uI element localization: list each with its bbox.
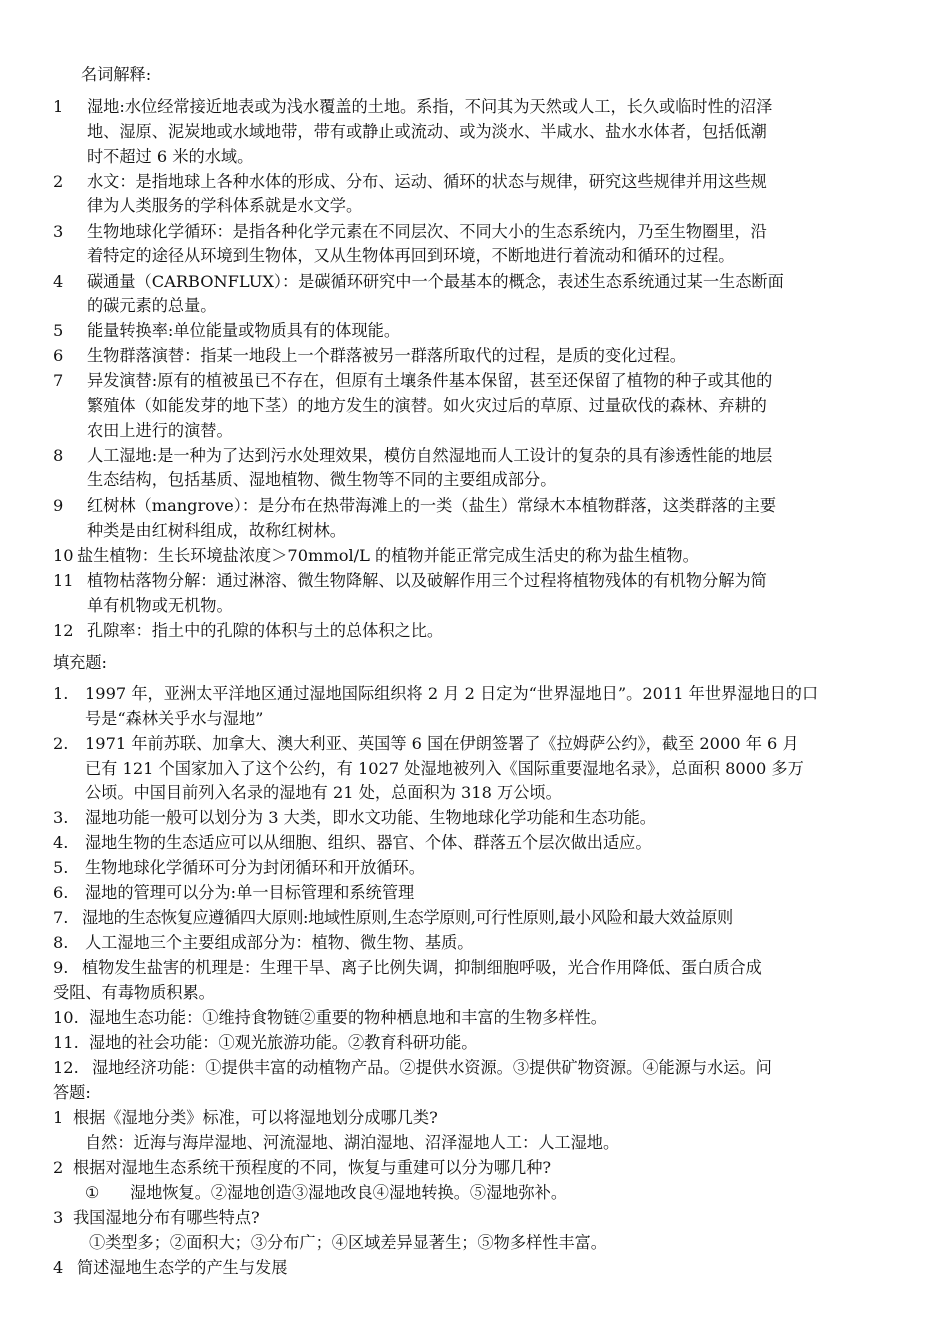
item-number: 4. [53,833,69,852]
item-text-line: 湿地功能一般可以划分为 3 大类，即水文功能、生物地球化学功能和生态功能。 [85,808,656,827]
item-text-line: 植物枯落物分解：通过淋溶、微生物降解、以及破解作用三个过程将植物残体的有机物分解为简 [87,571,767,590]
item-text-line: 植物发生盐害的机理是：生理干旱、离子比例失调，抑制细胞呼吸，光合作用降低、蛋白质合成 [82,958,762,977]
item-text-line: 红树林（mangrove）：是分布在热带海滩上的一类（盐生）常绿木本植物群落，这类群落的主要 [87,496,777,515]
question-text: 根据对湿地生态系统干预程度的不同，恢复与重建可以分为哪几种? [73,1158,552,1177]
item-text-line: 单有机物或无机物。 [87,596,233,615]
item-number: 11. [53,1033,79,1052]
item-number: 3 [53,222,64,241]
item-text-line: 湿地生态功能：①维持食物链②重要的物种栖息地和丰富的生物多样性。 [89,1008,607,1027]
question-number: 4 [53,1258,64,1277]
item-text-line: 湿地经济功能：①提供丰富的动植物产品。②提供水资源。③提供矿物资源。④能源与水运。问 [92,1058,772,1077]
question-number: 3 [53,1208,64,1227]
item-text-line: 着特定的途径从环境到生物体，又从生物体再回到环境，不断地进行着流动和循环的过程。 [87,246,735,265]
item-text-line: 1971 年前苏联、加拿大、澳大利亚、英国等 6 国在伊朗签署了《拉姆萨公约》，截至 2000 年 6 月 [85,734,799,753]
item-number: 9 [53,496,64,515]
item-number: 5 [53,321,64,340]
item-text-line: 人工湿地三个主要组成部分为：植物、微生物、基质。 [85,933,474,952]
item-number: 3. [53,808,69,827]
item-text-line: 碳通量（CARBONFLUX）：是碳循环研究中一个最基本的概念，表述生态系统通过某一生态断面 [87,272,784,291]
item-number: 5. [53,858,69,877]
item-text-line: 时不超过 6 米的水域。 [87,147,254,166]
item-text-line: 湿地的生态恢复应遵循四大原则:地域性原则,生态学原则,可行性原则,最小风险和最大效益原则 [82,908,733,927]
item-text-line: 生物群落演替：指某一地段上一个群落被另一群落所取代的过程，是质的变化过程。 [87,346,686,365]
item-text-line: 生物地球化学循环：是指各种化学元素在不同层次、不同大小的生态系统内，乃至生物圈里，沿 [87,222,767,241]
item-text-line: 律为人类服务的学科体系就是水文学。 [87,196,363,215]
answer-text: 湿地恢复。②湿地创造③湿地改良④湿地转换。⑤湿地弥补。 [130,1183,568,1202]
item-text-line: 地、湿原、泥炭地或水域地带，带有或静止或流动、或为淡水、半咸水、盐水水体者，包括低潮 [87,122,767,141]
section-heading-qa: 答题: [53,1083,91,1102]
answer-text: ①类型多；②面积大；③分布广；④区域差异显著生；⑤物多样性丰富。 [89,1233,607,1252]
item-number: 4 [53,272,64,291]
item-number: 6 [53,346,64,365]
item-text-line: 水文：是指地球上各种水体的形成、分布、运动、循环的状态与规律，研究这些规律并用这些规 [87,172,767,191]
item-text-line: 公顷。中国目前列入名录的湿地有 21 处，总面积为 318 万公顷。 [85,783,562,802]
item-number: 9. [53,958,69,977]
answer-number: ① [85,1183,100,1202]
item-text-line: 湿地的社会功能：①观光旅游功能。②教育科研功能。 [89,1033,478,1052]
item-number: 7. [53,908,69,927]
item-text-line: 1997 年，亚洲太平洋地区通过湿地国际组织将 2 月 2 日定为“世界湿地日”。2011 年世界湿地日的口 [85,684,819,703]
item-number: 2 [53,172,64,191]
item-text-line: 的碳元素的总量。 [87,296,217,315]
item-text-line: 生态结构，包括基质、湿地植物、微生物等不同的主要组成部分。 [87,470,557,489]
answer-text: 自然：近海与海岸湿地、河流湿地、湖泊湿地、沼泽湿地人工：人工湿地。 [85,1133,620,1152]
item-text-line: 湿地生物的生态适应可以从细胞、组织、器官、个体、群落五个层次做出适应。 [85,833,652,852]
question-text: 我国湿地分布有哪些特点? [73,1208,260,1227]
item-number: 2. [53,734,69,753]
item-number: 12. [53,1058,79,1077]
question-text: 根据《湿地分类》标准，可以将湿地划分成哪几类? [73,1108,438,1127]
item-text-line: 号是“森林关乎水与湿地” [85,709,264,728]
item-text-line: 能量转换率:单位能量或物质具有的体现能。 [87,321,401,340]
item-text-line: 湿地的管理可以分为:单一目标管理和系统管理 [85,883,415,902]
item-number: 8. [53,933,69,952]
item-text-line: 已有 121 个国家加入了这个公约，有 1027 处湿地被列入《国际重要湿地名录》，总面积 8000 多万 [85,759,804,778]
item-number: 12 [53,621,74,640]
section-heading-fill-in: 填充题: [53,653,108,672]
item-text-line: 湿地:水位经常接近地表或为浅水覆盖的土地。系指，不问其为天然或人工，长久或临时性的沼泽 [87,97,773,116]
item-text-line: 人工湿地:是一种为了达到污水处理效果，模仿自然湿地而人工设计的复杂的具有渗透性能的地层 [87,446,773,465]
item-text-line: 繁殖体（如能发芽的地下茎）的地方发生的演替。如火灾过后的草原、过量砍伐的森林、弃耕的 [87,396,767,415]
item-text-line: 生物地球化学循环可分为封闭循环和开放循环。 [85,858,425,877]
item-text-line: 农田上进行的演替。 [87,421,233,440]
item-number: 8 [53,446,64,465]
item-number: 11 [53,571,74,590]
question-number: 2 [53,1158,64,1177]
item-text-line: 异发演替:原有的植被虽已不存在，但原有土壤条件基本保留，甚至还保留了植物的种子或其他的 [87,371,773,390]
item-text-line: 盐生植物：生长环境盐浓度＞70mmol/L 的植物并能正常完成生活史的称为盐生植物。 [77,546,699,565]
item-text-line: 受阻、有毒物质积累。 [53,983,215,1002]
item-number: 6. [53,883,69,902]
item-number: 1 [53,97,64,116]
item-number: 1. [53,684,69,703]
item-number: 7 [53,371,64,390]
item-number: 10. [53,1008,79,1027]
item-text-line: 孔隙率：指土中的孔隙的体积与土的总体积之比。 [87,621,444,640]
question-number: 1 [53,1108,64,1127]
question-text: 简述湿地生态学的产生与发展 [77,1258,288,1277]
item-text-line: 种类是由红树科组成，故称红树林。 [87,521,346,540]
section-heading-definitions: 名词解释: [81,65,152,84]
item-number: 10 [53,546,74,565]
